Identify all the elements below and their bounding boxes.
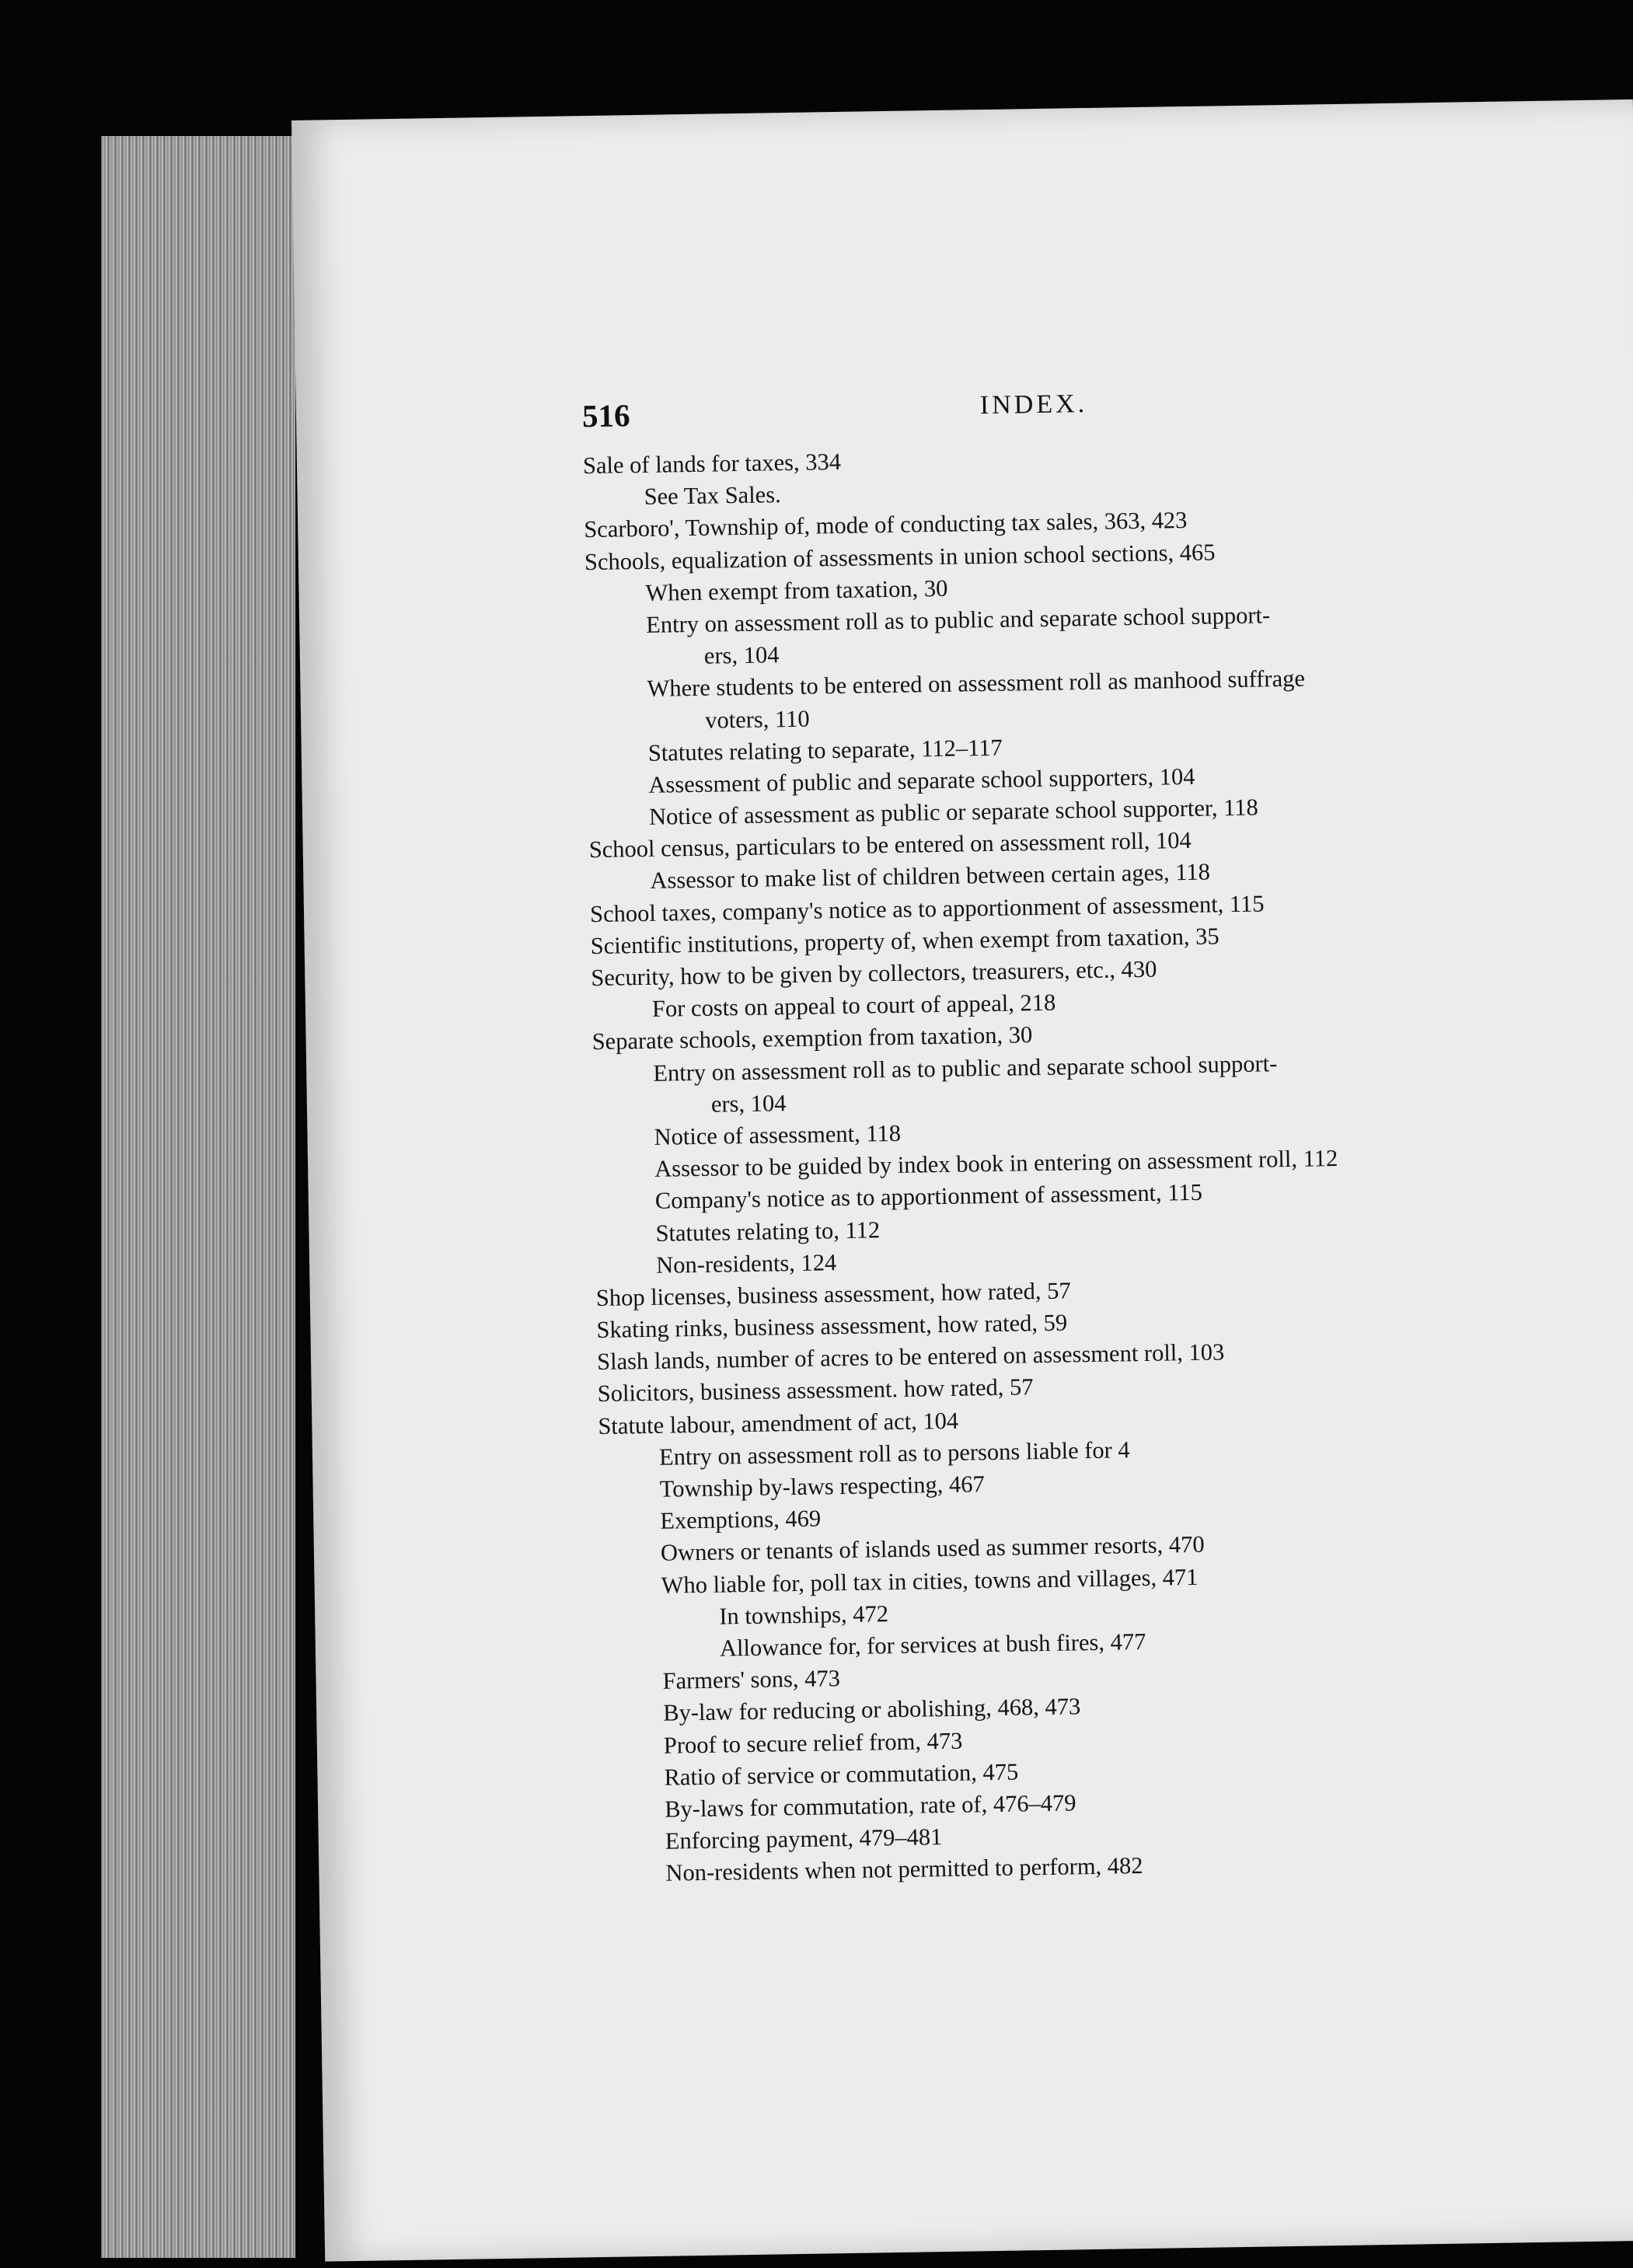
entry-text: Exemptions, 469 [660,1505,822,1534]
book-page-edges [101,136,295,2258]
page-number: 516 [581,397,630,434]
entry-text: In townships, 472 [719,1600,889,1630]
entry-text: Scarboro', Township of, mode of conducting tax sales, 363, 423 [584,507,1188,543]
entry-text: Schools, equalization of assessments in union school sections, 465 [584,538,1216,575]
entry-text: Assessment of public and separate school supporters, 104 [648,762,1195,798]
entry-text: When exempt from taxation, 30 [645,574,948,606]
entry-text: Non-residents, 124 [655,1248,837,1279]
entry-text: Entry on assessment roll as to public and separate school support- [653,1049,1278,1087]
entry-text: Allowance for, for services at bush fires, 477 [719,1628,1146,1662]
entry-text: Owners or tenants of islands used as summer resorts, 470 [660,1531,1205,1567]
entry-text: ers, 104 [710,1089,787,1118]
entry-text: Notice of assessment as public or separate school supporter, 118 [648,794,1258,830]
entry-text: For costs on appeal to court of appeal, 218 [651,989,1056,1023]
entry-text: Proof to secure relief from, 473 [663,1727,963,1759]
entry-text: Non-residents when not permitted to perform, 482 [665,1852,1143,1886]
entry-text: School taxes, company's notice as to apportionment of assessment, 115 [589,890,1265,927]
entry-text: By-laws for commutation, rate of, 476–479 [664,1789,1076,1823]
entry-text: By-law for reducing or abolishing, 468, 473 [662,1693,1081,1727]
entry-text: School census, particulars to be entered on assessment roll, 104 [588,827,1192,864]
index-page [291,99,1633,2262]
entry-text: Entry on assessment roll as to persons liable for 4 [658,1436,1130,1471]
entry-text: Statutes relating to separate, 112–117 [647,734,1003,766]
entry-text: Assessor to make list of children between certain ages, 118 [650,858,1211,895]
entry-text: Assessor to be guided by index book in entering on assessment roll, 112 [654,1145,1338,1182]
entry-text: Statute labour, amendment of act, 104 [598,1407,959,1439]
entry-text: Slash lands, number of acres to be entered on assessment roll, 103 [596,1338,1225,1376]
entry-text: Notice of assessment, 118 [654,1119,902,1150]
entry-text: Company's notice as to apportionment of assessment, 115 [654,1179,1203,1215]
entry-text: Entry on assessment roll as to public and separate school support- [645,602,1271,638]
entry-text: Ratio of service or commutation, 475 [664,1758,1019,1791]
entry-text: Solicitors, business assessment. how rated, 57 [597,1373,1034,1408]
entry-text: Where students to be entered on assessment roll as manhood suffrage [647,665,1306,703]
entry-text: Statutes relating to, 112 [655,1216,881,1247]
entry-text: Who liable for, poll tax in cities, towns and villages, 471 [661,1563,1199,1599]
index-entries [583,435,1546,1890]
running-header: INDEX. [979,389,1088,420]
entry-text: Shop licenses, business assessment, how rated, 57 [595,1277,1071,1311]
entry-text: Enforcing payment, 479–481 [665,1823,943,1855]
entry-text: Township by-laws respecting, 467 [659,1471,985,1502]
entry-text: ers, 104 [703,641,780,669]
entry-text: Skating rinks, business assessment, how rated, 59 [596,1309,1068,1344]
entry-text: Farmers' sons, 473 [662,1665,841,1694]
entry-text: Scientific institutions, property of, when exempt from taxation, 35 [590,923,1220,959]
entry-text: Sale of lands for taxes, 334 [582,448,842,480]
entry-text: Separate schools, exemption from taxation, 30 [591,1021,1033,1055]
entry-text: Security, how to be given by collectors, treasurers, etc., 430 [591,955,1157,992]
entry-text: See Tax Sales. [644,481,781,511]
entry-text: voters, 110 [704,705,810,734]
